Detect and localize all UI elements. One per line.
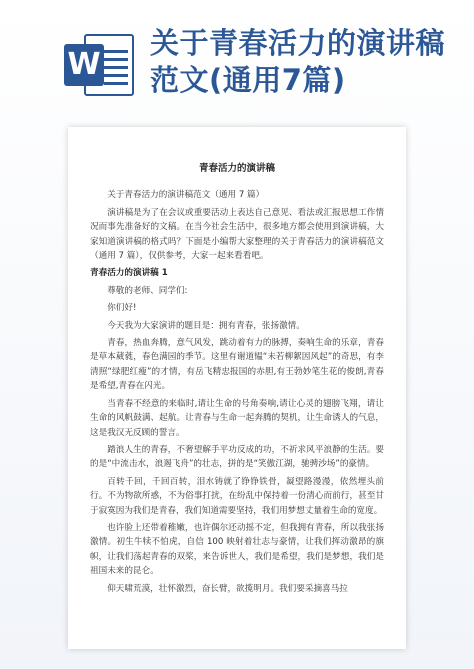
paragraph: 你们好! (107, 303, 137, 314)
banner (0, 0, 474, 118)
paragraph: 踏浪人生的青春，不奢望解手平功反成的功，不祈求风平浪静的生活。要的是“中流击水，浪遏飞舟”的壮志，拼的是“笑傲江湖，驰骋沙场”的豪情。 (90, 444, 384, 470)
paragraph: 当青春不经意的来临时,请让生命的号角奏响,请让心灵的翅膀飞翔，请让生命的风帆鼓满、起航。让青春与生命一起奔腾的契机，让生命诱人的气息，这是我汉无反顾的誓言。 (90, 398, 384, 438)
word-document-icon (64, 34, 134, 96)
document-body (68, 127, 406, 596)
paragraph: 关于青春活力的演讲稿范文（通用 7 篇） (107, 190, 265, 201)
document-title: 青春活力的演讲稿 (198, 163, 275, 174)
paragraph: 演讲稿是为了在会议或重要活动上表达自己意见、看法或汇报思想工作情况而事先准备好的文稿。在当今社会生活中，很多地方都会使用到演讲稿，大家知道演讲稿的格式吗？下面是小编帮大家整理的关于青春活力的演讲稿范文（通用 7 篇），仅供参考，大家一起来看看吧。 (90, 207, 384, 262)
section-heading: 青春活力的演讲稿 1 (90, 268, 168, 279)
banner-title: 关于青春活力的演讲稿范文(通用7篇) (150, 26, 446, 97)
document-page (68, 127, 406, 649)
paragraph: 尊敬的老师、同学们: (107, 285, 188, 296)
paragraph: 也许脸上还带着稚嫩，也许偶尔还动摇不定，但我拥有青春，所以我张扬激情。初生牛犊不怕虎，自信 100 映射着壮志与豪情，让我们挥动激昂的旗帜，让我们荡起青春的双桨，来告诉世人，我们是希望，我们是梦想，我们是祖国未来的昆仑。 (90, 522, 384, 577)
word-icon-letter: W (64, 44, 104, 86)
paragraph: 今天我为大家演讲的题目是：拥有青春，张扬激情。 (107, 320, 305, 331)
paragraph: 百转千回，千回百转，泪水铸就了铮铮铁骨，凝望路漫漫，依然埋头前行。不为物欲所惑，不为俗事打扰，在纷乱中保持着一份清心而前行，甚至甘于寂寞因为我们是青春，我们知道需要坚持，我们用梦想丈量着生命的宽度。 (90, 476, 384, 516)
paragraph: 仰天啸荒漠，壮怀激烈，奋长臂，欲揽明月。我们要采摘喜马拉 (107, 583, 348, 594)
paragraph: 青春，热血奔腾，意气风发，跳动着有力的脉搏，奏响生命的乐章，青春是草本葳蕤，春色满园的季节。这里有谢道韫“未若柳絮因风起”的奇思，有李清照“绿肥红瘦”的才情，有岳飞精忠报国的赤胆,有王勃妙笔生花的俊朗,青春是希望,青春在闪光。 (90, 338, 384, 392)
